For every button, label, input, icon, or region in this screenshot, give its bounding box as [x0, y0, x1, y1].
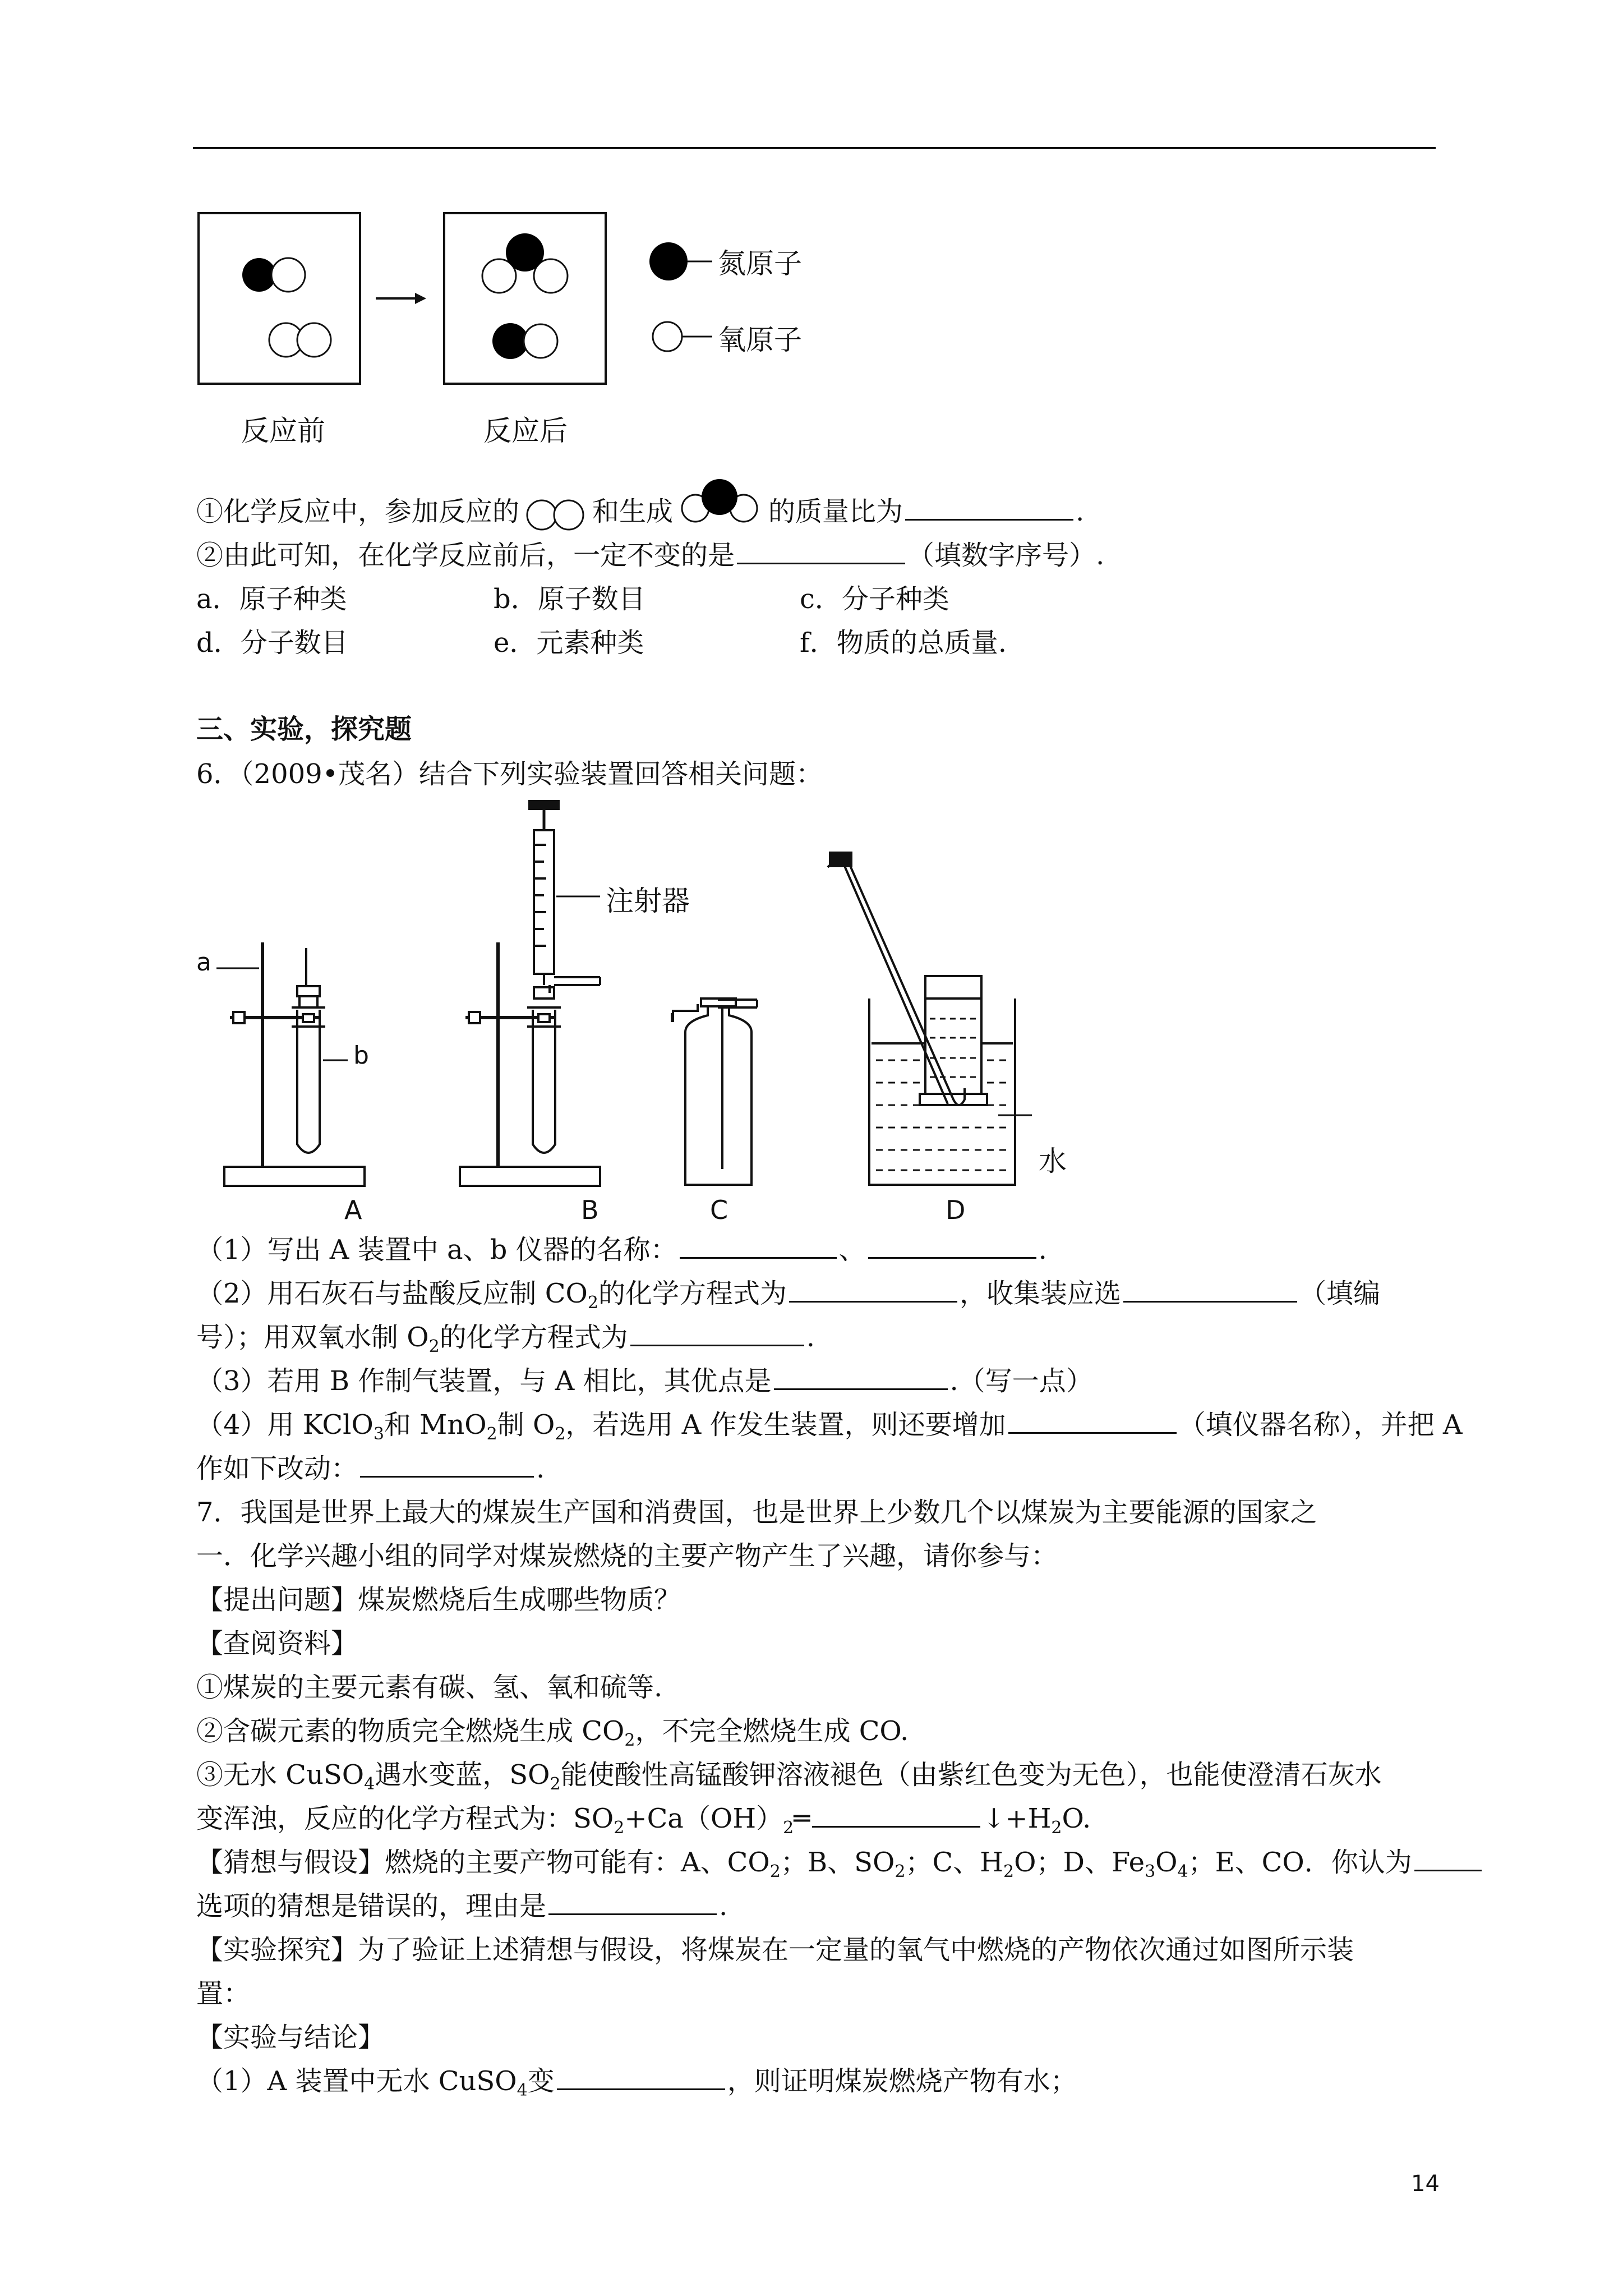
answer-blank-a[interactable] — [680, 1232, 837, 1259]
option-d: d．分子数目 — [196, 627, 348, 659]
q6-part4: （4）用 KClO$_3$和 MnO$_2$制 $O_2$，若选用 A 作发生装置，则还要增加 （填仪器名称），并把 A — [196, 1407, 1463, 1452]
reaction-diagram — [185, 202, 886, 404]
apparatus-diagram — [191, 797, 1155, 1234]
answer-blank-b[interactable] — [868, 1232, 1036, 1259]
page-number: 14 — [1411, 2171, 1440, 2197]
q7-line5: ①煤炭的主要元素有碳、氢、氧和硫等. — [196, 1672, 663, 1703]
q7-line6: ②含碳元素的物质完全燃烧生成 $CO_2$，不完全燃烧生成 CO. — [196, 1715, 909, 1750]
q7-line8: 变浑浊，反应的化学方程式为：$SO_2+Ca(OH)_2═$ $↓+H_2O$. — [196, 1801, 1091, 1846]
option-c: c．分子种类 — [800, 583, 949, 615]
answer-blank-mass-ratio[interactable] — [905, 494, 1073, 521]
q6-part4-cont: 作如下改动： . — [196, 1451, 545, 1487]
header-rule — [193, 147, 1436, 149]
reaction-arrow — [376, 293, 426, 304]
oxygen-atom — [524, 324, 557, 358]
water-label: 水 — [1039, 1145, 1067, 1177]
section-title: 三、实验，探究题 — [196, 714, 412, 745]
q6-part1: （1）写出 A 装置中 a、b 仪器的名称： 、 . — [196, 1232, 1047, 1268]
apparatus-letter-c: C — [710, 1195, 728, 1225]
box-after — [444, 213, 606, 384]
caption-before: 反应前 — [241, 415, 325, 447]
oxygen-atom — [271, 258, 305, 292]
apparatus-a — [216, 942, 365, 1186]
q7-line14: （1）A 装置中无水 CuSO$_4$变 ，则证明煤炭燃烧产物有水； — [196, 2063, 1077, 2109]
answer-blank-modification[interactable] — [360, 1451, 534, 1478]
q6-intro: 6．（2009•茂名）结合下列实验装置回答相关问题： — [196, 758, 823, 790]
q7-line4: 【查阅资料】 — [196, 1628, 358, 1659]
option-a: a．原子种类 — [196, 583, 347, 615]
q7-line1: 7．我国是世界上最大的煤炭生产国和消费国，也是世界上少数几个以煤炭为主要能源的国家之 — [196, 1497, 1317, 1528]
q6-part2-cont: 号）；用双氧水制 $O_2$的化学方程式为 . — [196, 1319, 815, 1365]
apparatus-letter-d: D — [946, 1195, 966, 1225]
option-b: b．原子数目 — [494, 583, 645, 615]
apparatus-b — [460, 801, 600, 1186]
answer-blank-precipitate[interactable] — [812, 1801, 980, 1828]
legend — [649, 242, 712, 351]
no2-molecule-icon — [673, 479, 768, 524]
caption-after: 反应后 — [483, 415, 568, 447]
oxygen-atom — [297, 323, 331, 357]
option-f: f．物质的总质量. — [800, 627, 1007, 659]
q5-line1: ①化学反应中，参加反应的 和生成 的质量比为 . — [196, 494, 1084, 532]
q7-line9: 【猜想与假设】燃烧的主要产物可能有：A、$CO_2$；B、$SO_2$；C、$H_2O$；D、$Fe_3O_4$；E、CO．你认为 — [196, 1844, 1484, 1890]
answer-blank-co2-equation[interactable] — [789, 1276, 957, 1303]
q6-part3: （3）若用 B 作制气装置，与 A 相比，其优点是 .（写一点） — [196, 1363, 1093, 1399]
answer-blank-wrong-option[interactable] — [1414, 1845, 1482, 1871]
answer-blank-advantage[interactable] — [774, 1364, 948, 1390]
nitrogen-atom — [492, 323, 528, 359]
q7-line3: 【提出问题】煤炭燃烧后生成哪些物质？ — [196, 1584, 681, 1616]
apparatus-letter-a: A — [344, 1195, 362, 1225]
answer-blank-collect[interactable] — [1123, 1276, 1297, 1303]
box-before — [199, 213, 360, 384]
legend-oxygen-icon — [653, 322, 682, 351]
legend-oxygen-label: 氧原子 — [718, 324, 802, 356]
nitrogen-atom — [506, 233, 544, 272]
syringe-label: 注射器 — [606, 885, 690, 917]
answer-blank-unchanged[interactable] — [737, 538, 905, 564]
apparatus-d — [828, 853, 1032, 1185]
q7-line10: 选项的猜想是错误的，理由是 . — [196, 1888, 727, 1924]
q7-line7: ③无水 CuSO$_4$遇水变蓝，$SO_2$能使酸性高锰酸钾溶液褪色（由紫红色变为无色），也能使澄清石灰水 — [196, 1759, 1382, 1794]
q7-line13: 【实验与结论】 — [196, 2022, 385, 2053]
q7-line11: 【实验探究】为了验证上述猜想与假设，将煤炭在一定量的氧气中燃烧的产物依次通过如图所示装 — [196, 1934, 1354, 1966]
option-e: e．元素种类 — [494, 627, 644, 659]
apparatus-label-b: b — [353, 1041, 369, 1070]
apparatus-c — [672, 999, 757, 1185]
q7-line2: 一．化学兴趣小组的同学对煤炭燃烧的主要产物产生了兴趣，请你参与： — [196, 1540, 1058, 1572]
q6-part2: （2）用石灰石与盐酸反应制 $CO_2$的化学方程式为 ，收集装应选 （填编 — [196, 1276, 1380, 1321]
apparatus-letter-b: B — [581, 1195, 599, 1225]
answer-blank-instrument[interactable] — [1008, 1407, 1177, 1434]
apparatus-label-a: a — [196, 948, 211, 977]
answer-blank-color[interactable] — [557, 2064, 725, 2090]
legend-nitrogen-icon — [649, 242, 688, 280]
q5-line2: ②由此可知，在化学反应前后，一定不变的是 （填数字序号）. — [196, 537, 1104, 573]
answer-blank-o2-equation[interactable] — [630, 1320, 804, 1346]
legend-nitrogen-label: 氮原子 — [718, 247, 802, 280]
q7-line12: 置： — [196, 1978, 251, 2009]
answer-blank-reason[interactable] — [548, 1889, 717, 1915]
oxygen-molecule-icon — [519, 496, 592, 532]
